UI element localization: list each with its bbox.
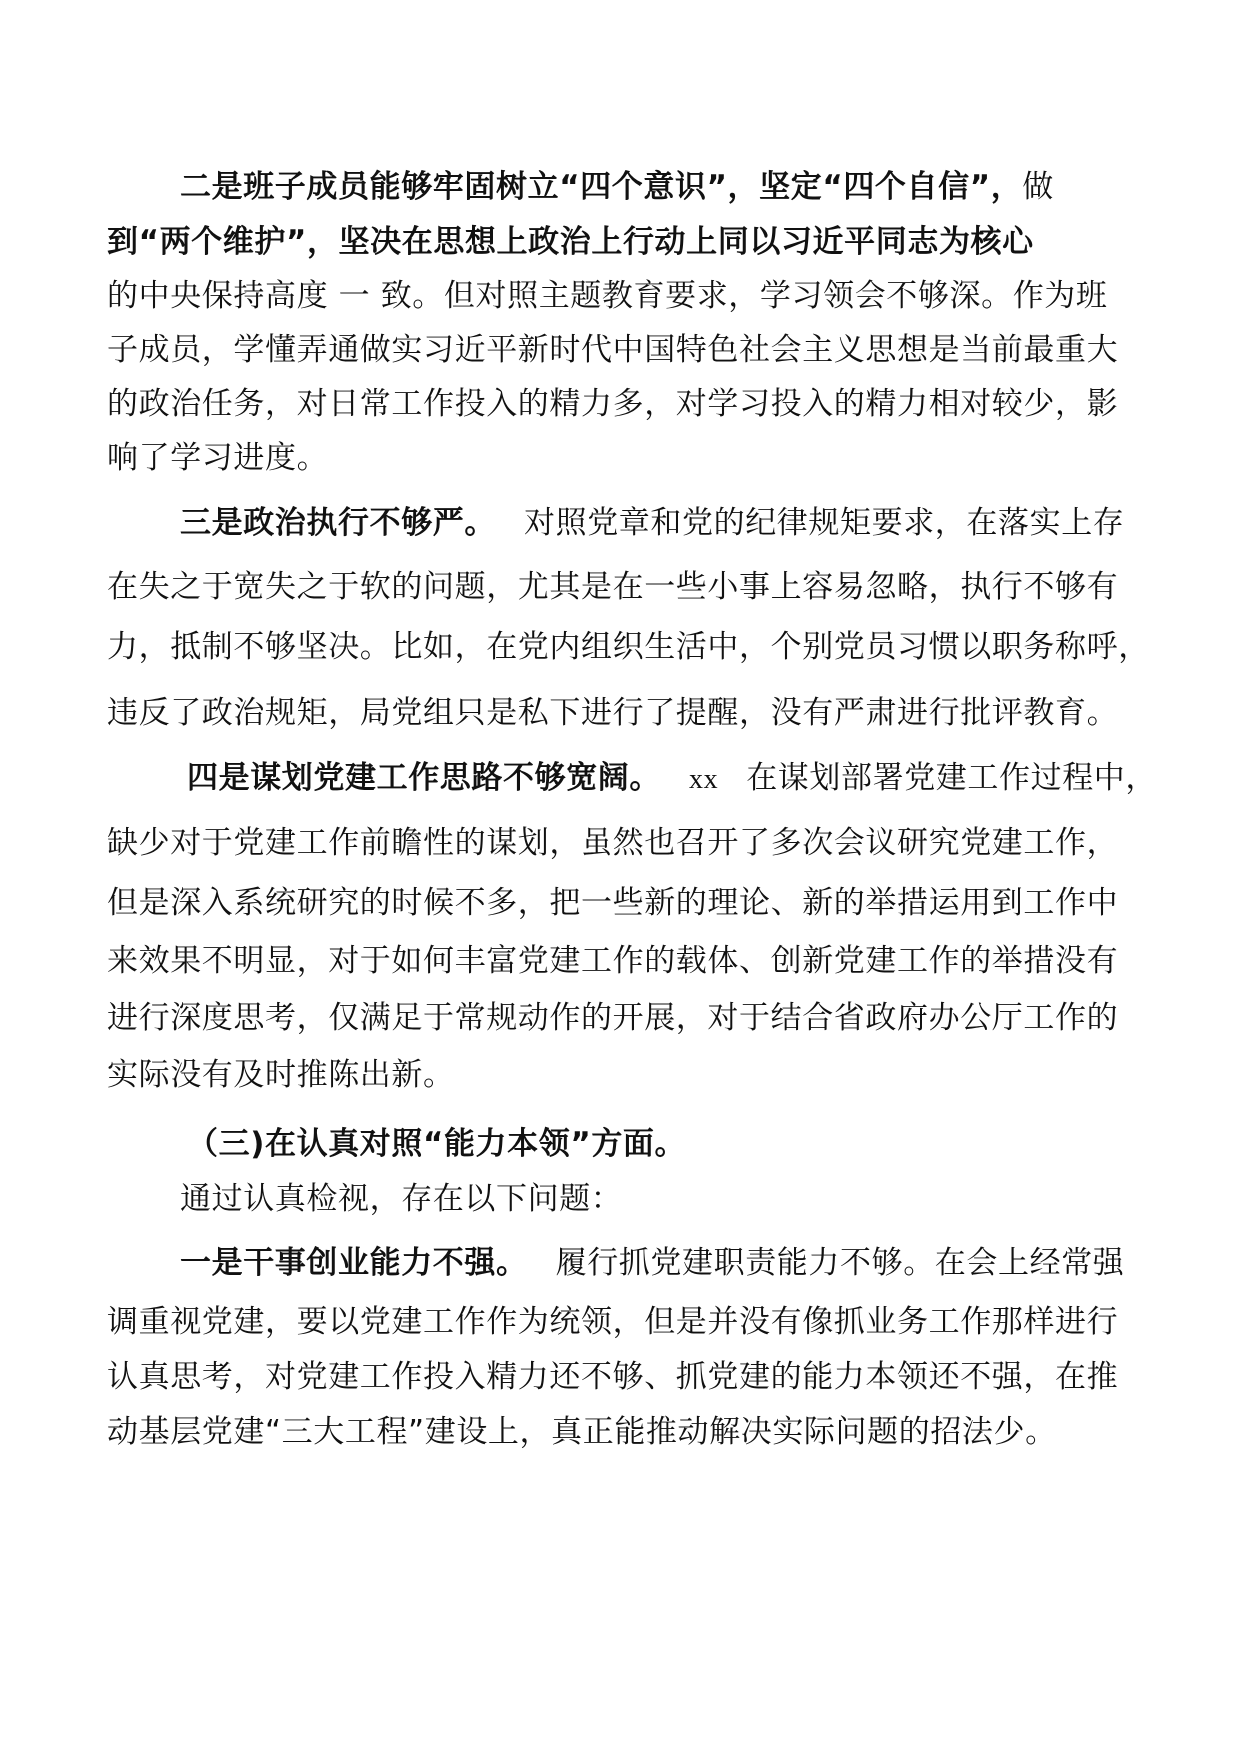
text-line xyxy=(180,167,1054,207)
body-text: 对照党章和党的纪律规矩要求，在落实上存 xyxy=(524,505,1125,541)
text-line xyxy=(107,883,1118,923)
text-line xyxy=(180,1243,1124,1283)
body-text: 来效果不明显，对于如何丰富党建工作的载体、创新党建工作的举措没有 xyxy=(107,943,1119,979)
bold-heading: 三是政治执行不够严。 xyxy=(180,505,496,541)
body-text: 子成员，学懂弄通做实习近平新时代中国特色社会主义思想是当前最重大 xyxy=(107,332,1119,368)
body-text: 通过认真检视，存在以下问题： xyxy=(180,1181,623,1217)
text-line xyxy=(107,438,328,478)
body-text: 违反了政治规矩，局党组只是私下进行了提醒，没有严肃进行批评教育。 xyxy=(107,695,1119,731)
text-line xyxy=(107,330,1118,370)
text-line xyxy=(180,503,1124,543)
body-text: 但是深入系统研究的时候不多，把一些新的理论、新的举措运用到工作中 xyxy=(107,885,1119,921)
text-line xyxy=(107,276,1108,316)
text-line xyxy=(107,823,1118,863)
text-line xyxy=(107,998,1118,1038)
section-heading xyxy=(187,1124,686,1164)
body-text: 调重视党建，要以党建工作作为统领，但是并没有像抓业务工作那样进行 xyxy=(107,1304,1119,1340)
bold-heading: 到“两个维护”，坚决在思想上政治上行动上同以习近平同志为核心 xyxy=(107,224,1034,260)
text-line xyxy=(107,1357,1118,1397)
text-line xyxy=(107,222,1034,262)
body-text: 力，抵制不够坚决。比如，在党内组织生活中，个别党员习惯以职务称呼， xyxy=(107,629,1150,665)
body-text: 的中央保持高度 一 致。但对照主题教育要求，学习领会不够深。作为班 xyxy=(107,278,1108,314)
body-text: 缺少对于党建工作前瞻性的谋划，虽然也召开了多次会议研究党建工作， xyxy=(107,825,1119,861)
text-line xyxy=(107,384,1118,424)
text-line xyxy=(107,1302,1118,1342)
body-text: 的政治任务，对日常工作投入的精力多，对学习投入的精力相对较少，影 xyxy=(107,386,1119,422)
body-text: xx xyxy=(689,764,719,795)
body-text: 认真思考，对党建工作投入精力还不够、抓党建的能力本领还不强，在推 xyxy=(107,1359,1119,1395)
text-line xyxy=(180,1179,622,1219)
text-line xyxy=(107,627,1150,667)
body-text: 在谋划部署党建工作过程中， xyxy=(746,760,1158,796)
bold-heading: （三)在认真对照“能力本领”方面。 xyxy=(187,1126,687,1162)
body-text: 履行抓党建职责能力不够。在会上经常强 xyxy=(555,1245,1125,1281)
text-line xyxy=(107,693,1118,733)
body-text: 实际没有及时推陈出新。 xyxy=(107,1057,455,1093)
text-line xyxy=(187,758,1157,800)
body-text: 动基层党建“三大工程”建设上，真正能推动解决实际问题的招法少。 xyxy=(107,1414,1057,1450)
bold-heading: 二是班子成员能够牢固树立“四个意识”，坚定“四个自信”， xyxy=(180,169,1023,205)
text-line xyxy=(107,1055,455,1095)
text-line xyxy=(107,941,1118,981)
body-text: 在失之于宽失之于软的问题，尤其是在一些小事上容易忽略，执行不够有 xyxy=(107,569,1119,605)
text-line xyxy=(107,567,1118,607)
body-text: 做 xyxy=(1022,169,1054,205)
body-text: 响了学习进度。 xyxy=(107,440,329,476)
bold-heading: 四是谋划党建工作思路不够宽阔。 xyxy=(187,760,661,796)
bold-heading: 一是干事创业能力不强。 xyxy=(180,1245,528,1281)
text-line xyxy=(107,1412,1057,1452)
body-text: 进行深度思考，仅满足于常规动作的开展，对于结合省政府办公厅工作的 xyxy=(107,1000,1119,1036)
